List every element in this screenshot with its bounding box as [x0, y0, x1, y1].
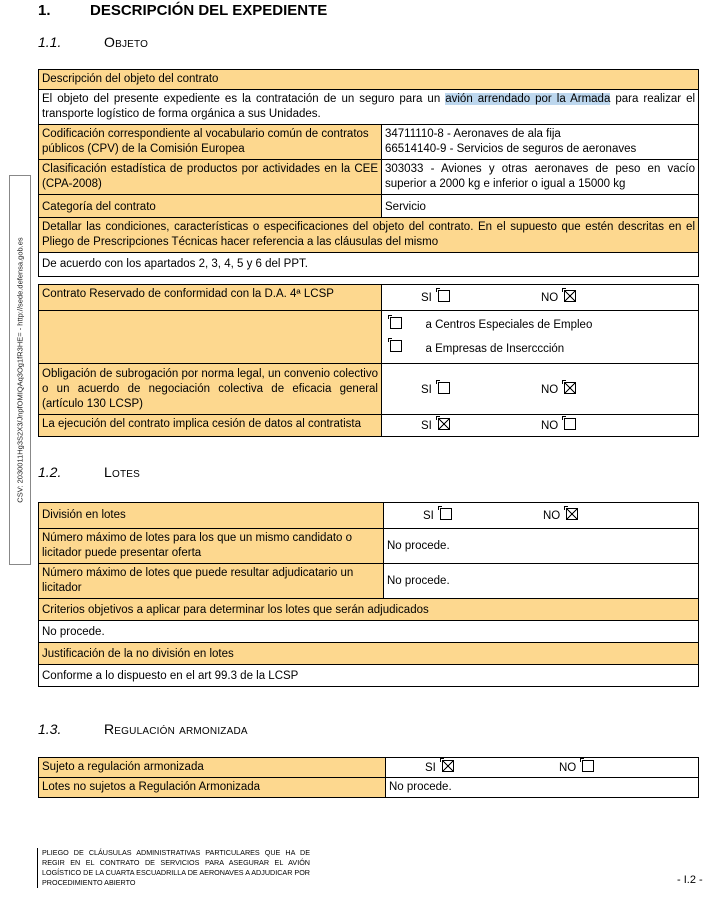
checkbox-division-si[interactable]	[440, 508, 452, 520]
division-options	[384, 503, 699, 529]
condiciones-value: De acuerdo con los apartados 2, 3, 4, 5 y 6 del PPT.	[39, 253, 699, 277]
reservado-table	[38, 284, 699, 437]
opt-centros-especiales: a Centros Especiales de Empleo	[425, 319, 593, 331]
cpa-label: Clasificación estadística de productos por actividades en la CEE (CPA-2008)	[39, 160, 382, 195]
justificacion-label: Justificación de la no división en lotes	[39, 643, 699, 665]
opt-empresas-insercion: a Empresas de Inserccción	[425, 343, 565, 355]
desc-text-pre: El objeto del presente expediente es la contratación de un seguro para un	[42, 93, 446, 105]
max-candidato-label: Número máximo de lotes para los que un mismo candidato o licitador puede presentar oferta	[39, 529, 384, 564]
checkbox-reservado-no[interactable]	[564, 290, 576, 302]
si-label: SI	[423, 510, 434, 522]
si-label: SI	[421, 420, 432, 432]
subsection-objeto	[38, 34, 338, 54]
reservado-opt-labels	[408, 311, 699, 364]
page-number: - I.2 -	[677, 874, 703, 886]
subrogacion-label: Obligación de subrogación por norma legal, un convenio colectivo o un acuerdo de negociación colectiva de eficacia general (artículo 130 LCSP)	[39, 364, 382, 415]
desc-value	[39, 90, 699, 125]
categoria-label: Categoría del contrato	[39, 195, 382, 218]
max-candidato-value: No procede.	[384, 529, 699, 564]
csv-stamp	[9, 175, 31, 565]
desc-highlight: avión arrendado por la Armada	[445, 93, 611, 105]
desc-label: Descripción del objeto del contrato	[39, 70, 699, 90]
subrogacion-si	[421, 382, 450, 398]
footer-text: PLIEGO DE CLÁUSULAS ADMINISTRATIVAS PARTICULARES QUE HA DE REGIR EN EL CONTRATO DE SERVICIOS PARA ASEGURAR EL AVIÓN LOGÍSTICO DE LA CUARTA ESCUADRILLA DE AERONAVES A ADJUDICAR POR PROCEDIMIENTO ABIERTO	[37, 848, 310, 888]
no-label: NO	[541, 383, 559, 396]
cpv-values	[382, 125, 699, 160]
criterios-label: Criterios objetivos a aplicar para determinar los lotes que serán adjudicados	[39, 599, 699, 621]
reservado-options	[382, 285, 699, 311]
cpv-code-2: 66514140-9 - Servicios de seguros de aeronaves	[385, 143, 637, 155]
lotes-table	[38, 502, 699, 687]
sujeto-no	[559, 760, 594, 776]
justificacion-value: Conforme a lo dispuesto en el art 99.3 de la LCSP	[39, 665, 699, 687]
regulacion-table	[38, 757, 699, 798]
subsection-title: Lotes	[104, 464, 141, 480]
sujeto-si	[425, 760, 454, 776]
checkbox-sujeto-si[interactable]	[442, 760, 454, 772]
max-adjudicatario-label: Número máximo de lotes que puede resultar adjudicatario un licitador	[39, 564, 384, 599]
no-label: NO	[559, 762, 577, 774]
reservado-blank	[39, 311, 382, 364]
no-label: NO	[541, 420, 559, 432]
checkbox-division-no[interactable]	[566, 508, 578, 520]
subrogacion-no	[541, 382, 576, 398]
reservado-boxes	[382, 311, 408, 364]
subsection-number: 1.1.	[38, 34, 62, 50]
csv-text: CSV: 2030011Hg3S2X3/JnpfOMIQAq3Og1fR3HE= - http://sede.defensa.gob.es	[15, 237, 25, 503]
subsection-title: Objeto	[104, 34, 149, 50]
section-title	[38, 2, 327, 19]
cesion-label: La ejecución del contrato implica cesión de datos al contratista	[39, 415, 382, 437]
desc-text-post: para realizar el transporte logístico de forma orgánica a sus Unidades.	[42, 93, 696, 120]
subsection-title: Regulación armonizada	[104, 721, 248, 737]
subsection-number: 1.3.	[38, 721, 62, 737]
cesion-options	[382, 415, 699, 437]
si-label: SI	[421, 383, 432, 396]
reservado-si	[421, 290, 450, 306]
reservado-no	[541, 290, 576, 306]
subrogacion-options	[382, 364, 699, 415]
condiciones-label: Detallar las condiciones, características o especificaciones del objeto del contrato. En el supuesto que estén descritas en el Pliego de Prescripciones Técnicas hacer referencia a las cláusulas del mismo	[39, 218, 699, 253]
subsection-number: 1.2.	[38, 464, 62, 480]
si-label: SI	[421, 292, 432, 304]
checkbox-subrogacion-no[interactable]	[564, 382, 576, 394]
no-label: NO	[541, 292, 559, 304]
max-adjudicatario-value: No procede.	[384, 564, 699, 599]
section-title-text: DESCRIPCIÓN DEL EXPEDIENTE	[90, 2, 328, 19]
si-label: SI	[425, 762, 436, 774]
checkbox-cesion-no[interactable]	[564, 418, 576, 430]
checkbox-centros-especiales[interactable]	[390, 317, 402, 329]
checkbox-cesion-si[interactable]	[438, 418, 450, 430]
cpv-code-1: 34711110-8 - Aeronaves de ala fija	[385, 128, 561, 140]
section-number: 1.	[38, 2, 51, 19]
cesion-si	[421, 418, 450, 434]
cesion-no	[541, 418, 576, 434]
checkbox-sujeto-no[interactable]	[582, 760, 594, 772]
division-no	[543, 508, 578, 524]
division-label: División en lotes	[39, 503, 384, 529]
no-sujetos-label: Lotes no sujetos a Regulación Armonizada	[39, 778, 386, 798]
no-label: NO	[543, 510, 561, 522]
checkbox-subrogacion-si[interactable]	[438, 382, 450, 394]
sujeto-options	[386, 758, 699, 778]
division-si	[423, 508, 452, 524]
checkbox-empresas-insercion[interactable]	[390, 340, 402, 352]
cpv-label: Codificación correspondiente al vocabulario común de contratos públicos (CPV) de la Comisión Europea	[39, 125, 382, 160]
checkbox-reservado-si[interactable]	[438, 290, 450, 302]
cpa-value: 303033 - Aviones y otras aeronaves de peso en vacío superior a 2000 kg e inferior o igual a 15000 kg	[382, 160, 699, 195]
objeto-table	[38, 69, 699, 277]
subsection-lotes	[38, 464, 338, 484]
categoria-value: Servicio	[382, 195, 699, 218]
subsection-regulacion	[38, 721, 438, 741]
criterios-value: No procede.	[39, 621, 699, 643]
reservado-label: Contrato Reservado de conformidad con la D.A. 4ª LCSP	[39, 285, 382, 311]
no-sujetos-value: No procede.	[386, 778, 699, 798]
sujeto-label: Sujeto a regulación armonizada	[39, 758, 386, 778]
